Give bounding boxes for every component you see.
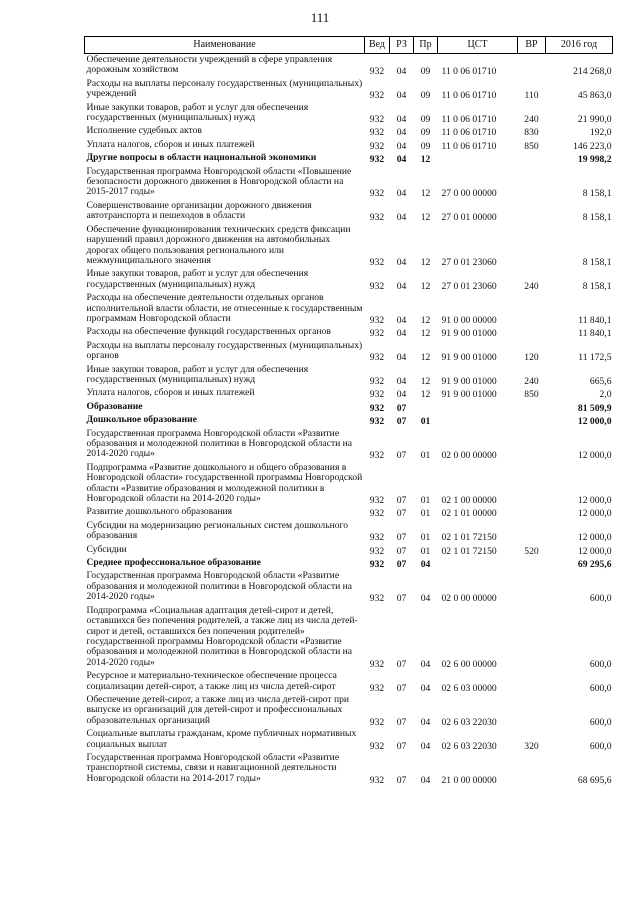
row-amount: 600,0 [589,716,612,728]
row-cst: 91 9 00 01000 [441,328,497,340]
row-pr: 04 [420,559,431,571]
row-amount: 8 158,1 [582,280,612,292]
row-vr [518,428,546,462]
row-ved: 932 [369,114,385,126]
row-cst [438,414,518,427]
row-ved: 932 [369,495,385,507]
row-cst: 02 1 01 00000 [441,508,497,520]
row-amount: 69 295,6 [577,559,612,571]
header-vr: ВР [518,37,546,54]
table-row [85,557,613,570]
row-cst: 27 0 01 23060 [441,280,497,292]
row-pr: 01 [420,416,431,428]
row-ved: 932 [369,559,385,571]
row-cst: 02 0 00 00000 [441,450,497,462]
row-cst: 11 0 06 01710 [441,90,497,102]
row-vr [518,414,546,427]
row-cst: 02 1 01 72150 [441,532,497,544]
row-amount: 600,0 [589,658,612,670]
table-row [85,268,613,292]
row-pr: 09 [420,114,431,126]
row-cst: 02 6 03 22030 [441,740,497,752]
table-row [85,125,613,138]
table-row [85,387,613,400]
row-vr: 520 [524,545,539,557]
row-name: Государственная программа Новгородской области «Развитие образования и молодежной политики в Новгородской области на 2014-2020 годы» [86,570,353,603]
row-name: Обеспечение деятельности учреждений в сфере управления дорожным хозяйством [86,54,333,76]
row-vr [518,605,546,670]
row-vr: 850 [524,140,539,152]
row-vr [518,200,546,224]
row-ved: 932 [369,545,385,557]
row-pr: 12 [420,154,431,166]
row-amount: 600,0 [589,740,612,752]
row-pr: 12 [420,314,431,326]
row-name: Государственная программа Новгородской области «Развитие образования и молодежной политики в Новгородской области на 2014-2020 годы» [86,427,353,460]
row-ved: 932 [369,508,385,520]
row-vr: 240 [524,280,539,292]
row-rz: 04 [396,352,407,364]
row-cst: 02 0 00 00000 [441,593,497,605]
row-rz: 07 [396,402,407,414]
row-rz: 04 [396,314,407,326]
row-vr: 850 [524,389,539,401]
table-row [85,506,613,519]
row-pr: 01 [420,545,431,557]
row-rz: 04 [396,212,407,224]
row-rz: 04 [396,140,407,152]
row-ved: 932 [369,416,385,428]
row-cst: 27 0 01 23060 [441,256,497,268]
row-pr: 09 [420,90,431,102]
row-name: Обеспечение функционирования технических средств фиксации нарушений правил дорожного движения на автомобильных дорогах общего пользования регионального или межмуниципального значения [86,223,351,266]
row-pr: 12 [420,256,431,268]
row-pr: 12 [420,375,431,387]
row-name: Среднее профессиональное образование [86,557,261,569]
row-rz: 07 [396,545,407,557]
row-cst: 11 0 06 01710 [441,127,497,139]
row-pr: 09 [420,127,431,139]
table-row [85,326,613,339]
row-ved: 932 [369,658,385,670]
row-cst: 91 9 00 01000 [441,375,497,387]
table-row [85,340,613,364]
row-amount: 19 998,2 [577,154,612,166]
budget-table [84,36,613,786]
row-cst: 27 0 01 00000 [441,212,497,224]
row-rz: 07 [396,559,407,571]
row-cst: 02 1 00 00000 [441,495,497,507]
table-row [85,224,613,269]
row-name: Иные закупки товаров, работ и услуг для обеспечения государственных (муниципальных) нужд [86,101,309,124]
row-cst: 02 6 03 00000 [441,682,497,694]
row-pr: 01 [420,508,431,520]
row-pr: 09 [420,66,431,78]
row-amount: 146 223,0 [573,140,612,152]
row-name: Совершенствование организации дорожного движения автотранспорта и пешеходов в области [86,199,312,222]
row-name: Государственная программа Новгородской области «Повышение безопасности дорожного движения в Новгородской области на 2015-2017 годы» [86,165,352,198]
table-row [85,102,613,126]
row-amount: 192,0 [589,127,612,139]
table-body [85,54,613,787]
row-vr [518,54,546,78]
row-pr: 12 [420,212,431,224]
header-rz: РЗ [390,37,414,54]
row-cst [438,557,518,570]
table-row [85,166,613,200]
table-row [85,462,613,507]
row-amount: 68 695,6 [577,774,612,786]
row-vr: 110 [524,90,539,102]
row-cst: 11 0 06 01710 [441,140,497,152]
row-ved: 932 [369,352,385,364]
row-ved: 932 [369,212,385,224]
table-row [85,54,613,78]
row-pr: 12 [420,188,431,200]
row-pr: 04 [420,658,431,670]
table-row [85,752,613,786]
row-ved: 932 [369,314,385,326]
row-name: Субсидии на модернизацию региональных систем дошкольного образования [86,519,349,542]
table-row [85,292,613,326]
row-pr: 01 [420,450,431,462]
row-rz: 04 [396,188,407,200]
table-row [85,401,613,414]
row-rz: 07 [396,716,407,728]
header-ved: Вед [365,37,390,54]
row-amount: 600,0 [589,593,612,605]
row-vr [518,670,546,694]
row-cst: 27 0 00 00000 [441,188,497,200]
table-row [85,694,613,728]
row-vr [518,166,546,200]
row-amount: 11 840,1 [578,328,612,340]
row-pr: 04 [420,740,431,752]
row-vr: 240 [524,375,539,387]
row-amount: 12 000,0 [577,532,612,544]
row-pr: 12 [420,280,431,292]
row-ved: 932 [369,375,385,387]
row-cst: 21 0 00 00000 [441,774,497,786]
row-rz: 04 [396,280,407,292]
row-name: Развитие дошкольного образования [86,506,233,518]
row-rz: 07 [396,495,407,507]
row-cst: 02 1 01 72150 [441,545,497,557]
row-pr [414,401,438,414]
row-name: Расходы на обеспечение деятельности отдельных органов исполнительной власти области, не отнесенные к государственным программам Новгородской области [86,292,363,324]
row-amount: 665,6 [589,375,612,387]
row-name: Другие вопросы в области национальной экономики [86,152,317,164]
row-ved: 932 [369,450,385,462]
row-pr: 12 [420,389,431,401]
table-row [85,544,613,557]
row-vr [518,401,546,414]
row-vr [518,506,546,519]
row-rz: 07 [396,682,407,694]
row-pr: 09 [420,140,431,152]
row-amount: 8 158,1 [582,256,612,268]
row-name: Подпрограмма «Социальная адаптация детей-сирот и детей, оставшихся без попечения родителей, а также лиц из числа детей-сирот и детей, оставшихся без попечения родителей» государственной программы Новгородской области «Развитие образования и молодежной политики в Новгородской области на 2014-2020 годы» [86,604,358,668]
table-row [85,520,613,544]
row-name: Субсидии [86,543,127,555]
row-name: Образование [86,400,143,412]
row-ved: 932 [369,682,385,694]
row-amount: 214 268,0 [573,66,612,78]
row-name: Расходы на обеспечение функций государственных органов [86,326,331,338]
row-vr [518,292,546,326]
row-cst: 11 0 06 01710 [441,66,497,78]
row-ved: 932 [369,154,385,166]
row-pr: 01 [420,495,431,507]
row-ved: 932 [369,256,385,268]
row-pr: 12 [420,328,431,340]
row-rz: 04 [396,154,407,166]
row-name: Уплата налогов, сборов и иных платежей [86,387,255,399]
row-ved: 932 [369,188,385,200]
row-name: Расходы на выплаты персоналу государственных (муниципальных) органов [86,339,363,362]
row-ved: 932 [369,593,385,605]
row-rz: 07 [396,740,407,752]
row-rz: 07 [396,416,407,428]
row-amount: 600,0 [589,682,612,694]
row-rz: 07 [396,774,407,786]
row-amount: 8 158,1 [582,212,612,224]
row-amount: 8 158,1 [582,188,612,200]
row-vr: 830 [524,127,539,139]
table-row [85,200,613,224]
table-row [85,139,613,152]
table-row [85,152,613,165]
row-pr: 04 [420,593,431,605]
header-pr: Пр [414,37,438,54]
table-header [85,37,613,54]
row-rz: 04 [396,328,407,340]
row-ved: 932 [369,774,385,786]
row-rz: 07 [396,658,407,670]
table-row [85,605,613,670]
row-amount: 12 000,0 [577,545,612,557]
row-name: Уплата налогов, сборов и иных платежей [86,138,255,150]
row-name: Исполнение судебных актов [86,125,202,137]
row-name: Социальные выплаты гражданам, кроме публичных нормативных социальных выплат [86,728,357,750]
row-amount: 11 172,5 [578,352,612,364]
row-rz: 04 [396,389,407,401]
table-row [85,364,613,388]
row-vr [518,752,546,786]
row-rz: 04 [396,66,407,78]
row-ved: 932 [369,66,385,78]
table-row [85,570,613,604]
row-rz: 04 [396,127,407,139]
row-vr [518,694,546,728]
row-name: Дошкольное образование [86,414,197,426]
table-row [85,78,613,102]
row-rz: 07 [396,508,407,520]
row-amount: 12 000,0 [577,450,612,462]
table-row [85,428,613,462]
row-vr: 240 [524,114,539,126]
row-vr [518,224,546,269]
row-name: Обеспечение детей-сирот, а также лиц из числа детей-сирот при выпуске из организаций для детей-сирот и профессиональных образовательных организаций [86,693,350,726]
row-cst: 91 9 00 01000 [441,352,497,364]
row-amount: 2,0 [599,389,612,401]
row-rz: 04 [396,114,407,126]
row-vr: 320 [524,740,539,752]
row-cst [438,401,518,414]
row-ved: 932 [369,740,385,752]
row-rz: 07 [396,532,407,544]
row-rz: 07 [396,450,407,462]
row-pr: 12 [420,352,431,364]
table-row [85,670,613,694]
row-pr: 04 [420,682,431,694]
page-number: 111 [310,10,330,25]
header-cst: ЦСТ [438,37,518,54]
row-cst: 11 0 06 01710 [441,114,497,126]
row-amount: 11 840,1 [578,314,612,326]
row-name: Подпрограмма «Развитие дошкольного и общего образования в Новгородской области» государственной программы Новгородской области «Развитие образования и молодежной политики в Новгородской области на 2014-2020 годы» [86,461,363,505]
row-vr: 120 [524,352,539,364]
row-amount: 81 509,9 [577,402,612,414]
row-rz: 04 [396,90,407,102]
row-vr [518,152,546,165]
row-ved: 932 [369,532,385,544]
row-vr [518,520,546,544]
table-row [85,414,613,427]
row-cst: 02 6 03 22030 [441,716,497,728]
row-ved: 932 [369,389,385,401]
row-vr [518,462,546,507]
row-vr [518,557,546,570]
row-ved: 932 [369,328,385,340]
row-pr: 04 [420,716,431,728]
row-amount: 45 863,0 [577,90,612,102]
row-name: Иные закупки товаров, работ и услуг для обеспечения государственных (муниципальных) нужд [86,363,309,385]
row-name: Ресурсное и материально-техническое обеспечение процесса социализации детей-сирот, а также лиц из числа детей-сирот [86,670,337,692]
row-ved: 932 [369,716,385,728]
row-name: Расходы на выплаты персоналу государственных (муниципальных) учреждений [86,77,363,100]
row-pr: 01 [420,532,431,544]
row-amount: 12 000,0 [577,416,612,428]
row-cst: 91 9 00 01000 [441,389,497,401]
row-name: Государственная программа Новгородской области «Развитие транспортной системы, связи и навигационной деятельности Новгородской области на 2014-2017 годы» [86,751,340,784]
row-name: Иные закупки товаров, работ и услуг для обеспечения государственных (муниципальных) нужд [86,268,309,290]
header-year: 2016 год [546,37,613,54]
row-rz: 04 [396,256,407,268]
row-ved: 932 [369,140,385,152]
row-amount: 21 990,0 [577,114,612,126]
row-vr [518,570,546,604]
header-name: Наименование [85,37,365,54]
row-rz: 07 [396,593,407,605]
row-vr [518,326,546,339]
row-cst: 02 6 00 00000 [441,658,497,670]
row-ved: 932 [369,280,385,292]
row-ved: 932 [369,402,385,414]
row-ved: 932 [369,127,385,139]
row-ved: 932 [369,90,385,102]
table-row [85,728,613,752]
row-amount: 12 000,0 [577,495,612,507]
row-pr: 04 [420,774,431,786]
row-rz: 04 [396,375,407,387]
row-amount: 12 000,0 [577,508,612,520]
row-cst [438,152,518,165]
row-cst: 91 0 00 00000 [441,314,497,326]
